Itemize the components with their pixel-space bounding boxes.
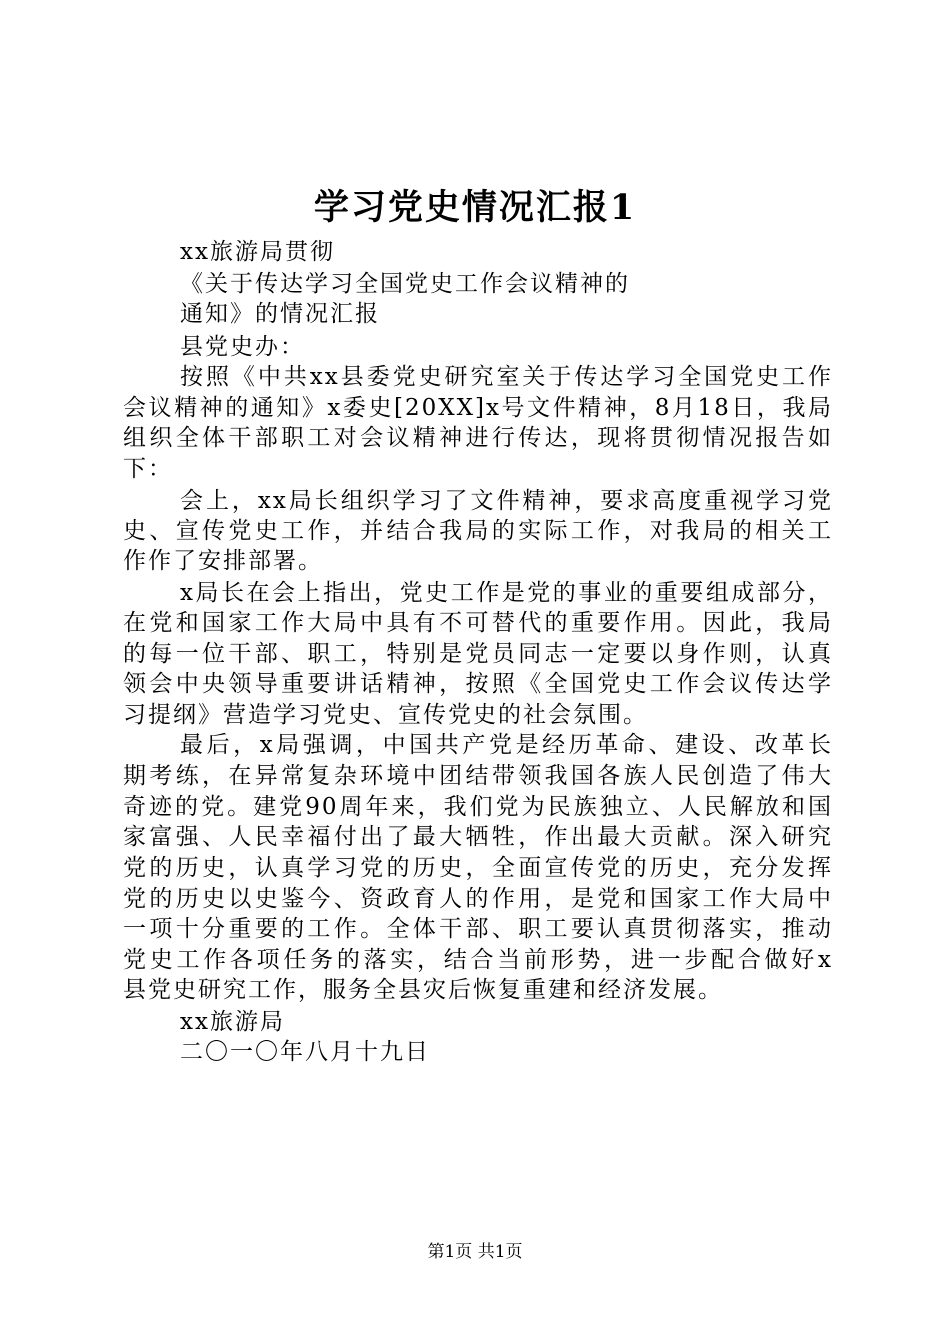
paragraph-line: 按照《中共xx县委党史研究室关于传达学习全国党史工作 [180,364,833,390]
paragraph-line: 党的历史以史鉴今、资政育人的作用，是党和国家工作大局中 [123,886,833,912]
paragraph-line: 习提纲》营造学习党史、宣传党史的社会氛围。 [123,702,648,728]
paragraph-line: 作作了安排部署。 [123,548,323,574]
document-title: 学习党史情况汇报1 [313,187,637,228]
paragraph-line: 会上，xx局长组织学习了文件精神，要求高度重视学习党 [180,488,833,514]
paragraph-line: x局长在会上指出，党史工作是党的事业的重要组成部分， [180,580,833,606]
page-footer: 第1页 共1页 [427,1242,523,1262]
paragraph-line: 的每一位干部、职工，特别是党员同志一定要以身作则，认真 [123,641,833,667]
paragraph-line: 会议精神的通知》x委史[20XX]x号文件精神，8月18日，我局 [123,395,833,421]
header-line: 通知》的情况汇报 [180,301,380,327]
header-line: 《关于传达学习全国党史工作会议精神的 [180,271,630,297]
header-line: xx旅游局贯彻 [180,239,335,265]
paragraph-line: 在党和国家工作大局中具有不可替代的重要作用。因此，我局 [123,610,833,636]
paragraph-line: 下： [123,456,173,482]
paragraph-line: 领会中央领导重要讲话精神，按照《全国党史工作会议传达学 [123,671,833,697]
paragraph-line: 组织全体干部职工对会议精神进行传达，现将贯彻情况报告如 [123,425,833,451]
date: 二〇一〇年八月十九日 [180,1039,430,1065]
paragraph-line: 期考练，在异常复杂环境中团结带领我国各族人民创造了伟大 [123,763,833,789]
signature: xx旅游局 [180,1009,285,1035]
paragraph-line: 县党史研究工作，服务全县灾后恢复重建和经济发展。 [123,977,723,1003]
paragraph-line: 奇迹的党。建党90周年来，我们党为民族独立、人民解放和国 [123,794,833,820]
paragraph-line: 最后，x局强调，中国共产党是经历革命、建设、改革长 [180,732,833,758]
paragraph-line: 家富强、人民幸福付出了最大牺牲，作出最大贡献。深入研究 [123,824,833,850]
paragraph-line: 一项十分重要的工作。全体干部、职工要认真贯彻落实，推动 [123,916,833,942]
recipient-line: 县党史办： [180,334,305,360]
paragraph-line: 党史工作各项任务的落实，结合当前形势，进一步配合做好x [123,947,833,973]
paragraph-line: 史、宣传党史工作，并结合我局的实际工作，对我局的相关工 [123,518,833,544]
paragraph-line: 党的历史，认真学习党的历史，全面宣传党的历史，充分发挥 [123,855,833,881]
